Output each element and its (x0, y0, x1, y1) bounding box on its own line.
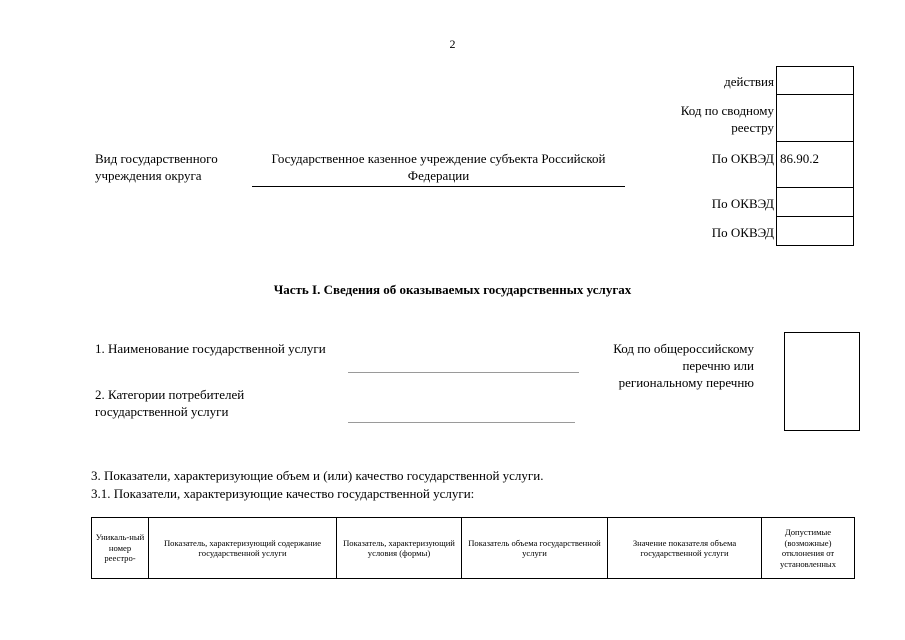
service-categories-label: 2. Категории потребителей государственной услуги (95, 387, 245, 419)
okved-box-3[interactable] (776, 216, 854, 246)
table-header-cell: Показатель объема государственной услуги (462, 518, 608, 579)
okved-label-3: По ОКВЭД (711, 225, 774, 240)
part-heading: Часть I. Сведения об оказываемых государственных услугах (273, 282, 632, 297)
service-name-underline[interactable] (348, 372, 579, 373)
okved-box-1[interactable] (776, 141, 854, 188)
institution-kind-value: Государственное казенное учреждение субъекта Российской Федерации (271, 151, 606, 183)
table-header-cell: Уникаль-ный номер реестро- (92, 518, 149, 579)
page-number: 2 (449, 37, 456, 51)
okved-box-2[interactable] (776, 187, 854, 217)
code-consolidated-label: Код по сводному реестру (680, 103, 774, 135)
okved-label-1: По ОКВЭД (711, 151, 774, 166)
section-3-heading: 3. Показатели, характеризующие объем и (или) качество государственной услуги. (91, 468, 544, 483)
okved-label-2: По ОКВЭД (711, 196, 774, 211)
quality-indicators-table (91, 517, 855, 579)
table-header-cell: Значение показателя объема государственной услуги (608, 518, 762, 579)
action-code-box[interactable] (776, 66, 854, 95)
service-code-box[interactable] (784, 332, 860, 431)
table-header-cell: Показатель, характеризующий условия (формы) (337, 518, 462, 579)
table-header-cell: Допустимые (возможные) отклонения от установленных (762, 518, 855, 579)
consolidated-code-box[interactable] (776, 94, 854, 142)
institution-kind-label: Вид государственного учреждения округа (95, 151, 218, 183)
table-header-row (92, 518, 855, 579)
service-categories-underline[interactable] (348, 422, 575, 423)
service-name-label: 1. Наименование государственной услуги (95, 341, 326, 356)
section-3-1-heading: 3.1. Показатели, характеризующие качество государственной услуги: (91, 486, 475, 501)
table-header-cell: Показатель, характеризующий содержание государственной услуги (149, 518, 337, 579)
service-code-label: Код по общероссийскому перечню или региональному перечню (613, 341, 754, 390)
institution-kind-underline (252, 186, 625, 187)
okved-value-1: 86.90.2 (780, 151, 819, 166)
action-label: действия (724, 74, 774, 89)
